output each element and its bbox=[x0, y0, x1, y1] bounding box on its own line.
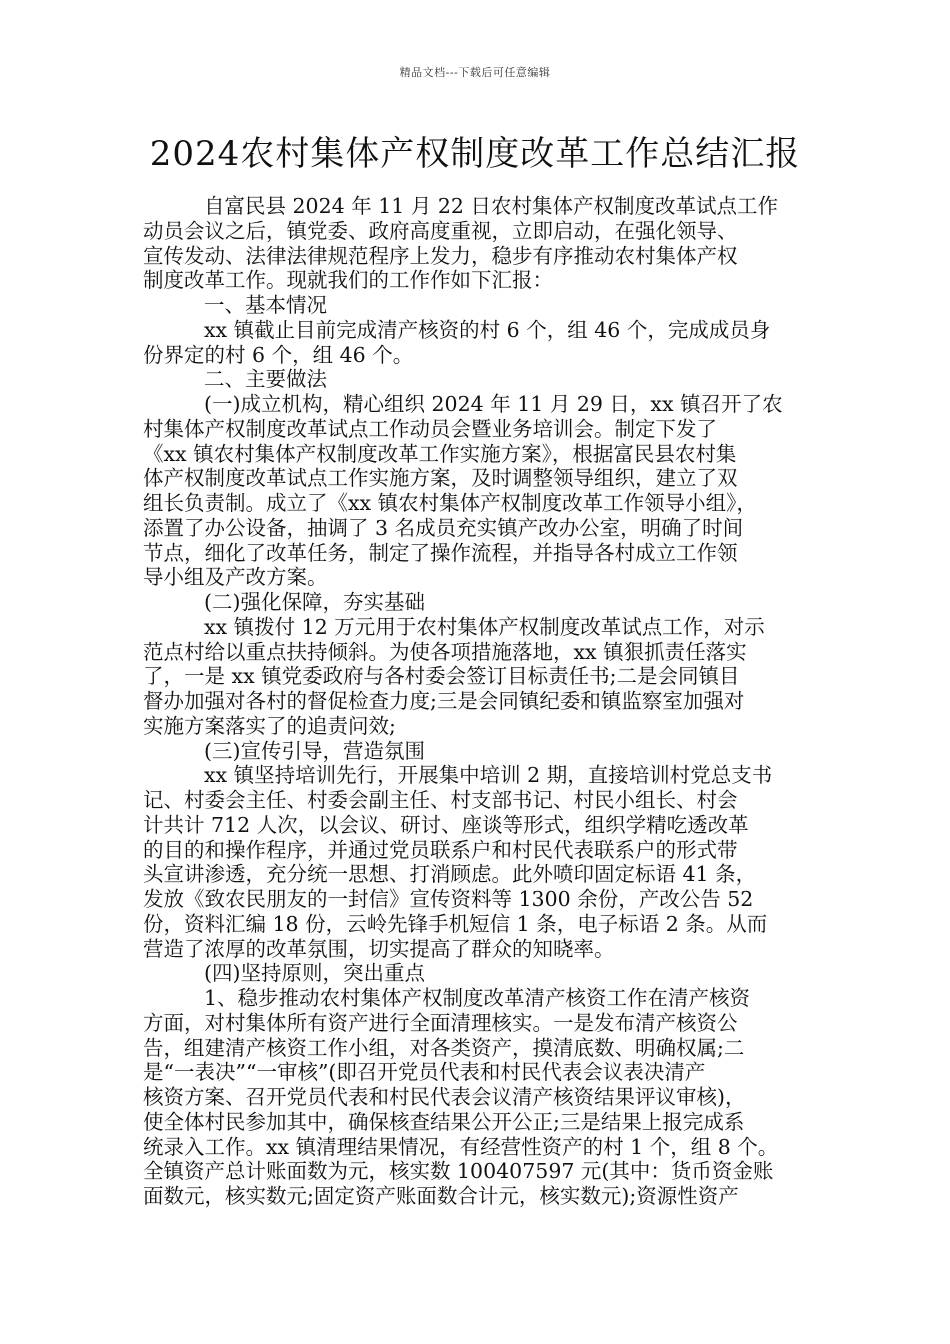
paragraph-line: 面数元，核实数元;固定资产账面数合计元，核实数元);资源性资产 bbox=[143, 1184, 739, 1208]
paragraph-line: 动员会议之后，镇党委、政府高度重视，立即启动，在强化领导、 bbox=[143, 218, 738, 243]
subsection-heading: (二)强化保障，夯实基础 bbox=[204, 590, 425, 614]
section-heading-basic-situation: 一、基本情况 bbox=[204, 293, 327, 317]
document-body bbox=[143, 194, 823, 1209]
paragraph-line: 发放《致农民朋友的一封信》宣传资料等 1300 余份，产改公告 52 bbox=[143, 887, 754, 911]
paragraph-line: 导小组及产改方案。 bbox=[143, 565, 328, 590]
paragraph-line: 全镇资产总计账面数为元，核实数 100407597 元(其中：货币资金账 bbox=[143, 1159, 774, 1184]
paragraph-line: 计共计 712 人次，以会议、研讨、座谈等形式，组织学精吃透改革 bbox=[143, 812, 749, 837]
paragraph-line: 了，一是 xx 镇党委政府与各村委会签订目标责任书;二是会同镇目 bbox=[143, 664, 740, 689]
paragraph-line: 是“一表决”“一审核”(即召开党员代表和村民代表会议表决清产 bbox=[143, 1060, 706, 1085]
paragraph-line: 体产权制度改革试点工作实施方案，及时调整领导组织，建立了双 bbox=[143, 466, 738, 491]
paragraph-line: 使全体村民参加其中，确保核查结果公开公正;三是结果上报完成系 bbox=[143, 1109, 745, 1134]
paragraph-line: xx 镇坚持培训先行，开展集中培训 2 期，直接培训村党总支书 bbox=[204, 763, 773, 788]
subsection-heading: (三)宣传引导，营造氛围 bbox=[204, 738, 425, 763]
paragraph-line: xx 镇截止目前完成清产核资的村 6 个，组 46 个，完成成员身 bbox=[204, 317, 771, 342]
header-note: 精品文档---下载后可任意编辑 bbox=[399, 66, 551, 79]
subsection-heading: (四)坚持原则，突出重点 bbox=[204, 961, 425, 986]
paragraph-line: 核资方案、召开党员代表和村民代表会议清产核资结果评议审核)， bbox=[143, 1085, 746, 1109]
paragraph-line: 份，资料汇编 18 份，云岭先锋手机短信 1 条，电子标语 2 条。从而 bbox=[143, 911, 768, 936]
paragraph-line: 份界定的村 6 个，组 46 个。 bbox=[143, 342, 414, 367]
paragraph-line: xx 镇拨付 12 万元用于农村集体产权制度改革试点工作，对示 bbox=[204, 614, 765, 639]
paragraph-line: 实施方案落实了的追责问效; bbox=[143, 713, 396, 738]
section-heading-main-practices: 二、主要做法 bbox=[204, 367, 327, 392]
paragraph-line: 1、稳步推动农村集体产权制度改革清产核资工作在清产核资 bbox=[204, 986, 751, 1010]
paragraph-line: 告，组建清产核资工作小组，对各类资产，摸清底数、明确权属;二 bbox=[143, 1035, 745, 1060]
paragraph-line: 组长负责制。成立了《xx 镇农村集体产权制度改革工作领导小组》， bbox=[143, 491, 757, 515]
document-title: 2024农村集体产权制度改革工作总结汇报 bbox=[149, 134, 801, 174]
paragraph-line: 营造了浓厚的改革氛围，切实提高了群众的知晓率。 bbox=[143, 936, 615, 961]
paragraph-line: 添置了办公设备，抽调了 3 名成员充实镇产改办公室，明确了时间 bbox=[143, 515, 744, 540]
paragraph-line: 制度改革工作。现就我们的工作作如下汇报： bbox=[143, 268, 553, 293]
paragraph-line: 宣传发动、法律法律规范程序上发力，稳步有序推动农村集体产权 bbox=[143, 243, 738, 268]
paragraph-line: 头宣讲渗透，充分统一思想、打消顾虑。此外喷印固定标语 41 条， bbox=[143, 862, 757, 887]
paragraph-line: 范点村给以重点扶持倾斜。为使各项措施落地，xx 镇狠抓责任落实 bbox=[143, 639, 747, 664]
paragraph-line: (一)成立机构，精心组织 2024 年 11 月 29 日，xx 镇召开了农 bbox=[204, 392, 783, 416]
paragraph-line: 村集体产权制度改革试点工作动员会暨业务培训会。制定下发了 bbox=[143, 416, 717, 441]
paragraph-line: 统录入工作。xx 镇清理结果情况，有经营性资产的村 1 个，组 8 个。 bbox=[143, 1134, 779, 1159]
paragraph-line: 节点，细化了改革任务，制定了操作流程，并指导各村成立工作领 bbox=[143, 540, 738, 565]
paragraph-line: 方面，对村集体所有资产进行全面清理核实。一是发布清产核资公 bbox=[143, 1010, 738, 1035]
paragraph-line: 的目的和操作程序，并通过党员联系户和村民代表联系户的形式带 bbox=[143, 837, 738, 862]
paragraph-line: 督办加强对各村的督促检查力度;三是会同镇纪委和镇监察室加强对 bbox=[143, 689, 745, 713]
paragraph-line: 自富民县 2024 年 11 月 22 日农村集体产权制度改革试点工作 bbox=[204, 194, 778, 218]
paragraph-line: 记、村委会主任、村委会副主任、村支部书记、村民小组长、村会 bbox=[143, 788, 738, 812]
paragraph-line: 《xx 镇农村集体产权制度改革工作实施方案》，根据富民县农村集 bbox=[143, 441, 737, 466]
